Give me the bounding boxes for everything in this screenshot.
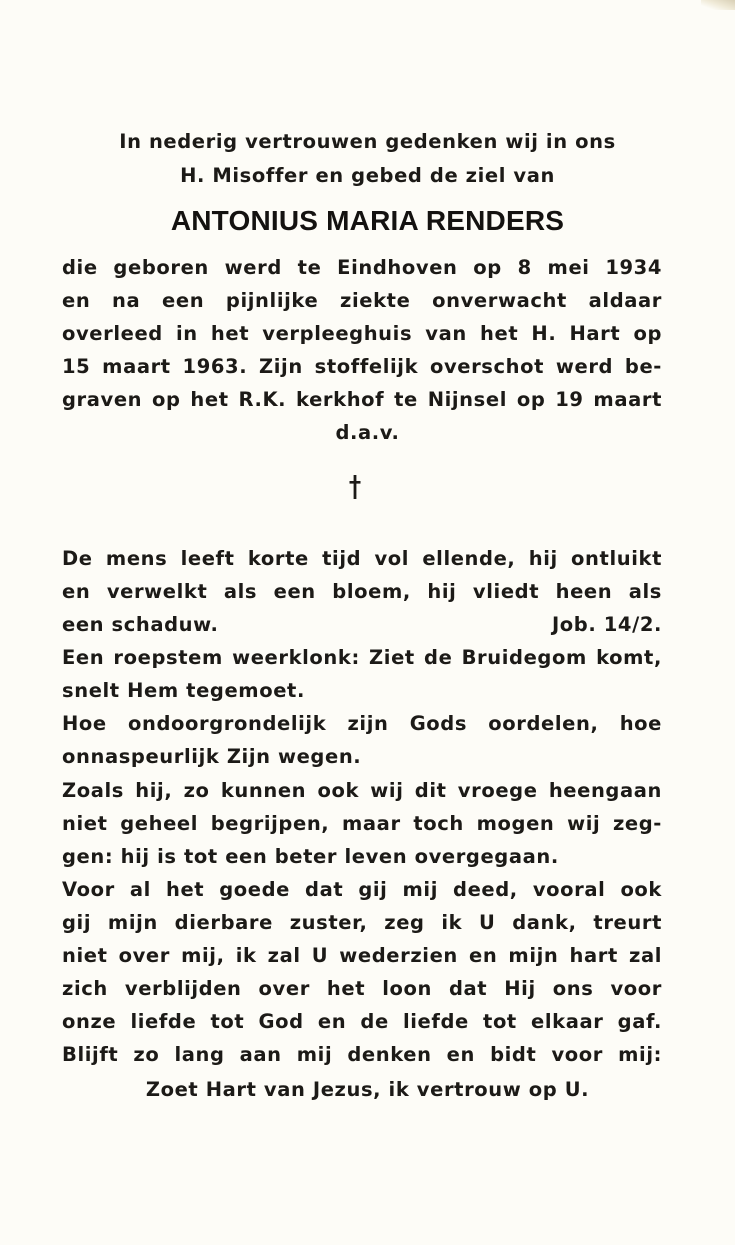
text-line: Voor al het goede dat gij mij deed, vooral ook	[62, 878, 662, 901]
text-line: zich verblijden over het loon dat Hij ons voor	[62, 977, 662, 1000]
text-line: onze liefde tot God en de liefde tot elkaar gaf.	[62, 1010, 662, 1033]
intro-line: H. Misoffer en gebed de ziel van	[180, 164, 555, 187]
bio-line: en na een pijnlijke ziekte onverwacht aldaar	[62, 289, 662, 312]
text-line: snelt Hem tegemoet.	[62, 679, 305, 702]
text-line: en verwelkt als een bloem, hij vliedt heen als	[62, 580, 662, 603]
text-line: Hoe ondoorgrondelijk zijn Gods oordelen, hoe	[62, 712, 662, 735]
closing-prayer: Zoet Hart van Jezus, ik vertrouw op U.	[145, 1078, 590, 1101]
text-line-with-reference	[62, 613, 662, 637]
text-line: De mens leeft korte tijd vol ellende, hij ontluikt	[62, 547, 662, 570]
text-line: niet geheel begrijpen, maar toch mogen wij zeg-	[62, 812, 662, 835]
paper-corner	[701, 0, 735, 10]
bio-line: 15 maart 1963. Zijn stoffelijk overschot werd be-	[62, 355, 662, 378]
text-line: Een roepstem weerklonk: Ziet de Bruidegom komt,	[62, 646, 662, 669]
text-line: gij mijn dierbare zuster, zeg ik U dank, treurt	[62, 911, 662, 934]
text-line: Zoals hij, zo kunnen ook wij dit vroege heengaan	[62, 779, 662, 802]
deceased-name: ANTONIUS MARIA RENDERS	[170, 205, 565, 236]
bible-reference: Job. 14/2.	[551, 613, 662, 636]
text-line: gen: hij is tot een beter leven overgegaan.	[62, 845, 559, 868]
bio-line: overleed in het verpleeghuis van het H. Hart op	[62, 322, 662, 345]
cross-icon	[349, 474, 361, 500]
bio-line: die geboren werd te Eindhoven op 8 mei 1934	[62, 256, 662, 279]
bio-line: graven op het R.K. kerkhof te Nijnsel op 19 maart	[62, 388, 662, 411]
text-line: een schaduw.	[62, 613, 219, 636]
text-line: Blijft zo lang aan mij denken en bidt voor mij:	[62, 1043, 662, 1066]
text-line: onnaspeurlijk Zijn wegen.	[62, 745, 362, 768]
text-line: niet over mij, ik zal U wederzien en mijn hart zal	[62, 944, 662, 967]
bio-line: d.a.v.	[335, 421, 400, 444]
intro-line: In nederig vertrouwen gedenken wij in ons	[119, 130, 616, 153]
